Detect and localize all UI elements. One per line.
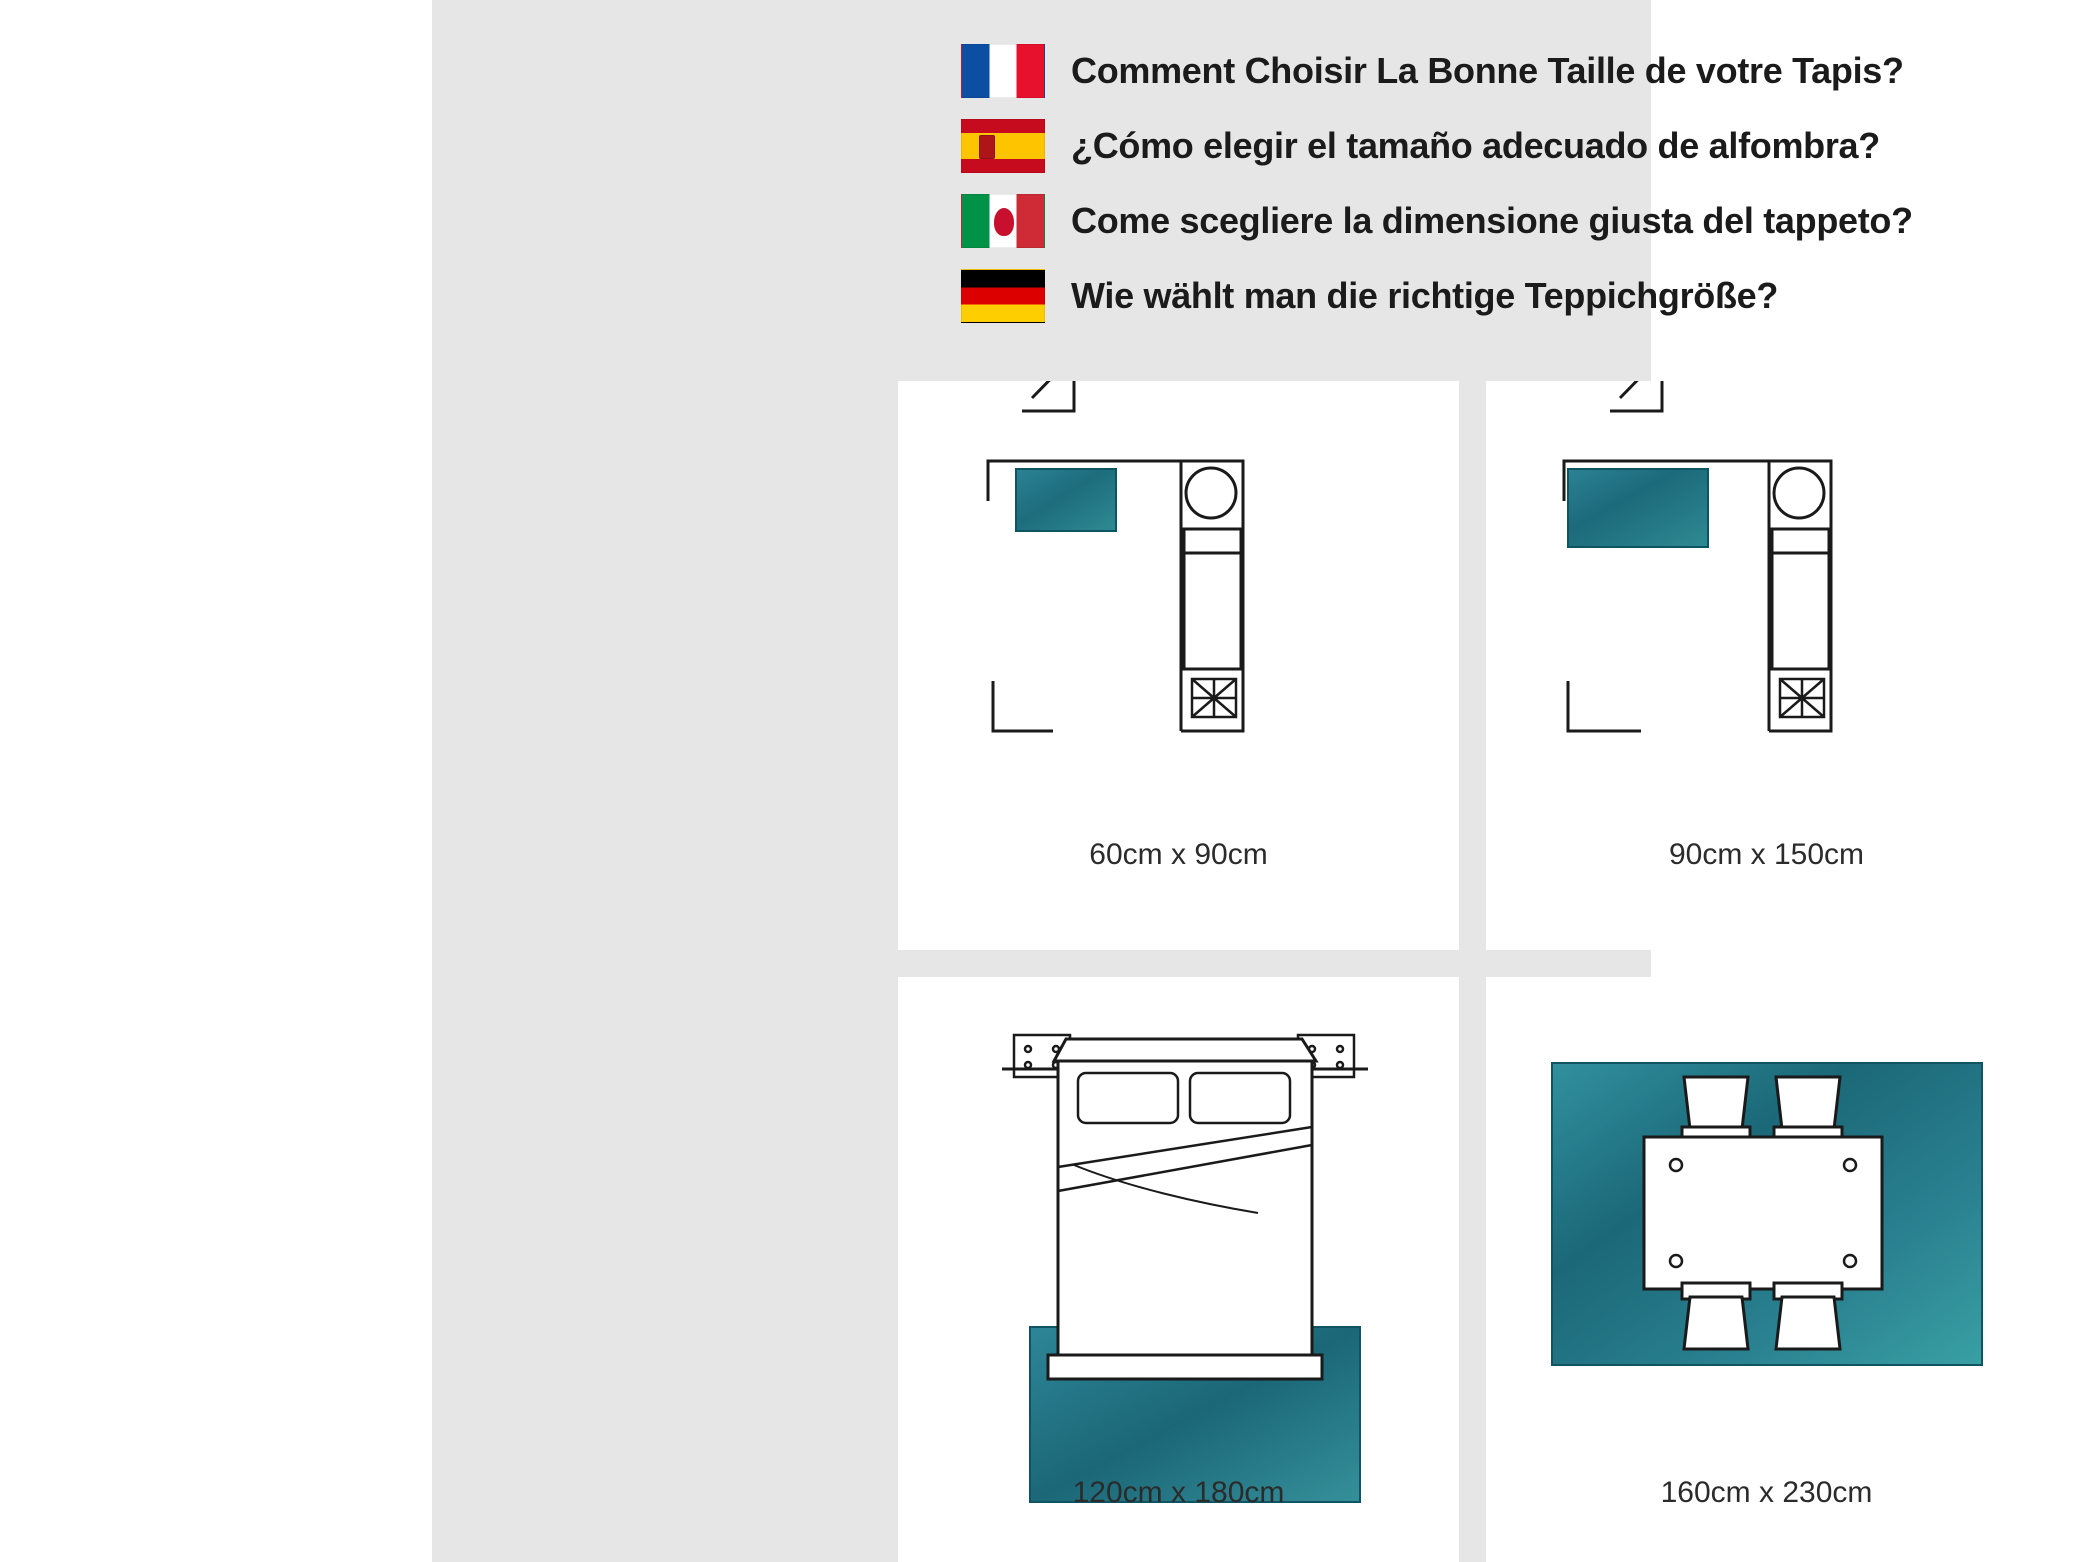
card-60x90 [898, 381, 1459, 950]
heading-row-spanish [961, 115, 2041, 177]
caption-160x230: 160cm x 230cm [1660, 1476, 1873, 1509]
caption-60x90: 60cm x 90cm [1089, 838, 1268, 871]
heading-row-italian [961, 190, 2041, 252]
heading-french: Comment Choisir La Bonne Taille de votre Tapis? [1071, 50, 1904, 91]
illustration-bed-foot-rug [898, 977, 1459, 1562]
card-90x150 [1486, 381, 2047, 950]
card-160x230 [1486, 977, 2047, 1562]
illustration-dining-table-rug [1486, 977, 2047, 1562]
heading-spanish: ¿Cómo elegir el tamaño adecuado de alfombra? [1071, 125, 1880, 166]
infographic-panel [432, 0, 1913, 1562]
caption-90x150: 90cm x 150cm [1668, 838, 1865, 871]
heading-row-french [961, 40, 2041, 102]
flag-spain-icon [961, 119, 1045, 173]
card-120x180 [898, 977, 1459, 1562]
heading-row-german [961, 265, 2041, 327]
heading-italian: Come scegliere la dimensione giusta del tappeto? [1071, 200, 1913, 241]
heading-german: Wie wählt man die richtige Teppichgröße? [1071, 275, 1779, 316]
headings-block [961, 40, 2041, 340]
flag-italy-icon [961, 194, 1045, 248]
caption-120x180: 120cm x 180cm [1072, 1476, 1285, 1509]
flag-france-icon [961, 44, 1045, 98]
flag-germany-icon [961, 269, 1045, 323]
